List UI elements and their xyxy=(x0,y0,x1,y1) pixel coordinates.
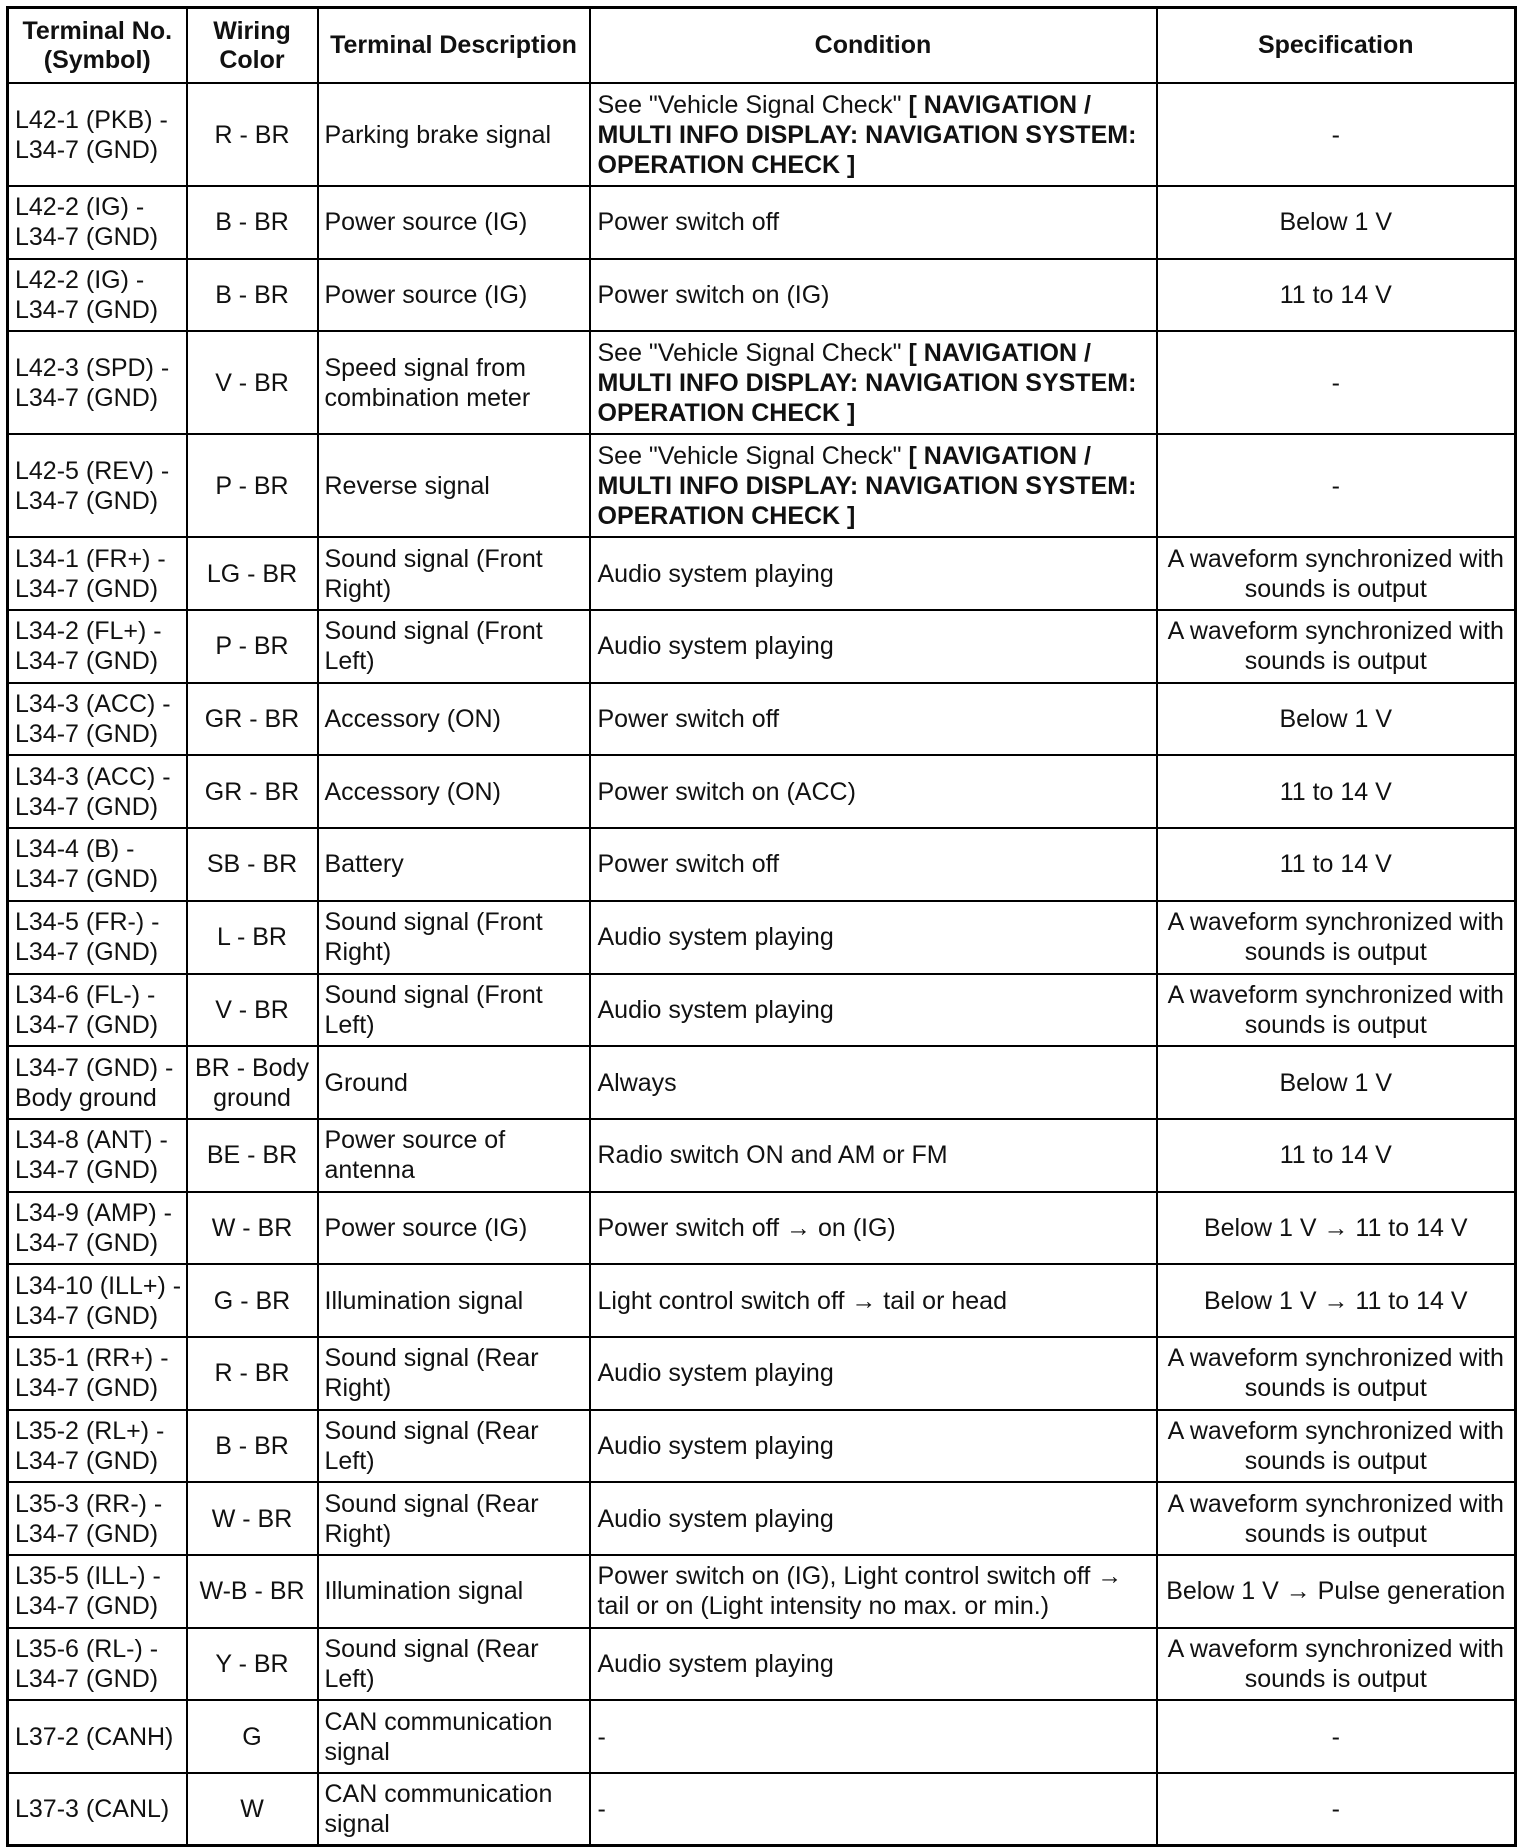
operation-check-link[interactable]: [ NAVIGATION / MULTI INFO DISPLAY: NAVIGATION SYSTEM: OPERATION CHECK ] xyxy=(597,90,1137,179)
terminal-description-cell: Power source (IG) xyxy=(318,186,590,259)
table-row xyxy=(8,1119,1516,1192)
specification-cell: A waveform synchronized with sounds is output xyxy=(1157,1410,1516,1483)
condition-cell: Radio switch ON and AM or FM xyxy=(590,1119,1157,1192)
condition-text: See "Vehicle Signal Check" xyxy=(597,441,902,470)
wiring-color-cell: BR - Body ground xyxy=(187,1046,318,1119)
specification-cell: A waveform synchronized with sounds is output xyxy=(1157,610,1516,683)
terminal-cell: L35-6 (RL-) - L34-7 (GND) xyxy=(8,1628,187,1701)
condition-cell: Light control switch off → tail or head xyxy=(590,1264,1157,1337)
wiring-color-cell: G xyxy=(187,1700,318,1773)
terminal-cell: L34-1 (FR+) - L34-7 (GND) xyxy=(8,537,187,610)
table-row xyxy=(8,974,1516,1047)
wiring-color-cell: P - BR xyxy=(187,434,318,537)
header-condition: Condition xyxy=(590,8,1157,84)
terminal-cell: L34-3 (ACC) - L34-7 (GND) xyxy=(8,683,187,756)
wiring-color-cell: W - BR xyxy=(187,1192,318,1265)
condition-text: See "Vehicle Signal Check" xyxy=(597,338,902,367)
condition-cell: Audio system playing xyxy=(590,610,1157,683)
terminal-description-cell: Parking brake signal xyxy=(318,83,590,186)
table-row xyxy=(8,901,1516,974)
terminal-description-cell: Sound signal (Front Right) xyxy=(318,901,590,974)
condition-cell: Power switch on (IG), Light control switch off → tail or on (Light intensity no max. or min.) xyxy=(590,1555,1157,1628)
condition-cell: Audio system playing xyxy=(590,1628,1157,1701)
terminal-cell: L34-2 (FL+) - L34-7 (GND) xyxy=(8,610,187,683)
specification-cell: Below 1 V xyxy=(1157,186,1516,259)
terminal-description-cell: Sound signal (Front Left) xyxy=(318,610,590,683)
wiring-color-cell: Y - BR xyxy=(187,1628,318,1701)
table-row xyxy=(8,537,1516,610)
condition-cell: Power switch on (ACC) xyxy=(590,755,1157,828)
terminal-cell: L34-10 (ILL+) - L34-7 (GND) xyxy=(8,1264,187,1337)
table-row xyxy=(8,83,1516,186)
table-row xyxy=(8,186,1516,259)
terminal-cell: L34-7 (GND) - Body ground xyxy=(8,1046,187,1119)
specification-cell: A waveform synchronized with sounds is output xyxy=(1157,537,1516,610)
terminal-cell: L35-3 (RR-) - L34-7 (GND) xyxy=(8,1482,187,1555)
table-row xyxy=(8,683,1516,756)
condition-cell: Power switch off → on (IG) xyxy=(590,1192,1157,1265)
terminal-specification-table xyxy=(6,6,1517,1847)
table-row xyxy=(8,1264,1516,1337)
wiring-color-cell: V - BR xyxy=(187,331,318,434)
condition-cell: - xyxy=(590,1773,1157,1846)
specification-cell: Below 1 V → Pulse generation xyxy=(1157,1555,1516,1628)
table-header-row xyxy=(8,8,1516,84)
terminal-cell: L42-2 (IG) - L34-7 (GND) xyxy=(8,259,187,332)
specification-cell: 11 to 14 V xyxy=(1157,755,1516,828)
specification-cell: A waveform synchronized with sounds is output xyxy=(1157,1337,1516,1410)
specification-cell: A waveform synchronized with sounds is output xyxy=(1157,1482,1516,1555)
wiring-color-cell: R - BR xyxy=(187,83,318,186)
terminal-description-cell: Power source (IG) xyxy=(318,1192,590,1265)
header-wiring-color: Wiring Color xyxy=(187,8,318,84)
wiring-color-cell: V - BR xyxy=(187,974,318,1047)
header-terminal-description: Terminal Description xyxy=(318,8,590,84)
condition-text: See "Vehicle Signal Check" xyxy=(597,90,902,119)
table-row xyxy=(8,1046,1516,1119)
specification-cell: 11 to 14 V xyxy=(1157,259,1516,332)
wiring-color-cell: GR - BR xyxy=(187,683,318,756)
terminal-description-cell: Accessory (ON) xyxy=(318,755,590,828)
specification-cell: - xyxy=(1157,1773,1516,1846)
specification-cell: 11 to 14 V xyxy=(1157,828,1516,901)
terminal-cell: L42-5 (REV) - L34-7 (GND) xyxy=(8,434,187,537)
terminal-description-cell: Ground xyxy=(318,1046,590,1119)
terminal-cell: L42-3 (SPD) - L34-7 (GND) xyxy=(8,331,187,434)
terminal-description-cell: Battery xyxy=(318,828,590,901)
specification-cell: Below 1 V → 11 to 14 V xyxy=(1157,1192,1516,1265)
terminal-description-cell: Accessory (ON) xyxy=(318,683,590,756)
specification-cell: - xyxy=(1157,331,1516,434)
wiring-color-cell: W-B - BR xyxy=(187,1555,318,1628)
specification-cell: - xyxy=(1157,1700,1516,1773)
table-row xyxy=(8,1555,1516,1628)
terminal-description-cell: Power source (IG) xyxy=(318,259,590,332)
terminal-cell: L35-2 (RL+) - L34-7 (GND) xyxy=(8,1410,187,1483)
condition-cell: Power switch off xyxy=(590,186,1157,259)
table-row xyxy=(8,1192,1516,1265)
specification-cell: - xyxy=(1157,83,1516,186)
condition-cell: Power switch off xyxy=(590,828,1157,901)
wiring-color-cell: W xyxy=(187,1773,318,1846)
terminal-cell: L42-2 (IG) - L34-7 (GND) xyxy=(8,186,187,259)
terminal-cell: L34-6 (FL-) - L34-7 (GND) xyxy=(8,974,187,1047)
header-specification: Specification xyxy=(1157,8,1516,84)
condition-cell: Audio system playing xyxy=(590,1482,1157,1555)
terminal-description-cell: Sound signal (Rear Right) xyxy=(318,1337,590,1410)
wiring-color-cell: GR - BR xyxy=(187,755,318,828)
condition-cell: Power switch off xyxy=(590,683,1157,756)
table-row xyxy=(8,434,1516,537)
specification-cell: - xyxy=(1157,434,1516,537)
terminal-description-cell: Sound signal (Front Right) xyxy=(318,537,590,610)
wiring-color-cell: R - BR xyxy=(187,1337,318,1410)
wiring-color-cell: P - BR xyxy=(187,610,318,683)
specification-cell: A waveform synchronized with sounds is output xyxy=(1157,974,1516,1047)
operation-check-link[interactable]: [ NAVIGATION / MULTI INFO DISPLAY: NAVIGATION SYSTEM: OPERATION CHECK ] xyxy=(597,338,1137,427)
terminal-cell: L34-8 (ANT) - L34-7 (GND) xyxy=(8,1119,187,1192)
header-terminal: Terminal No. (Symbol) xyxy=(8,8,187,84)
condition-cell: Audio system playing xyxy=(590,1337,1157,1410)
specification-cell: A waveform synchronized with sounds is output xyxy=(1157,901,1516,974)
table-row xyxy=(8,610,1516,683)
condition-cell: Power switch on (IG) xyxy=(590,259,1157,332)
specification-cell: Below 1 V → 11 to 14 V xyxy=(1157,1264,1516,1337)
wiring-color-cell: BE - BR xyxy=(187,1119,318,1192)
terminal-cell: L34-5 (FR-) - L34-7 (GND) xyxy=(8,901,187,974)
terminal-cell: L37-3 (CANL) xyxy=(8,1773,187,1846)
wiring-color-cell: SB - BR xyxy=(187,828,318,901)
wiring-color-cell: B - BR xyxy=(187,1410,318,1483)
table-row xyxy=(8,331,1516,434)
condition-cell xyxy=(590,331,1157,434)
condition-cell xyxy=(590,434,1157,537)
specification-cell: Below 1 V xyxy=(1157,683,1516,756)
terminal-cell: L34-4 (B) - L34-7 (GND) xyxy=(8,828,187,901)
terminal-cell: L42-1 (PKB) - L34-7 (GND) xyxy=(8,83,187,186)
condition-cell: Audio system playing xyxy=(590,1410,1157,1483)
terminal-description-cell: Sound signal (Rear Right) xyxy=(318,1482,590,1555)
wiring-color-cell: B - BR xyxy=(187,259,318,332)
terminal-description-cell: Sound signal (Rear Left) xyxy=(318,1410,590,1483)
table-row xyxy=(8,1482,1516,1555)
terminal-description-cell: Sound signal (Front Left) xyxy=(318,974,590,1047)
terminal-cell: L35-1 (RR+) - L34-7 (GND) xyxy=(8,1337,187,1410)
terminal-cell: L34-9 (AMP) - L34-7 (GND) xyxy=(8,1192,187,1265)
specification-cell: 11 to 14 V xyxy=(1157,1119,1516,1192)
table-row xyxy=(8,1700,1516,1773)
terminal-cell: L34-3 (ACC) - L34-7 (GND) xyxy=(8,755,187,828)
table-row xyxy=(8,755,1516,828)
table-row xyxy=(8,1773,1516,1846)
terminal-cell: L35-5 (ILL-) - L34-7 (GND) xyxy=(8,1555,187,1628)
terminal-description-cell: Sound signal (Rear Left) xyxy=(318,1628,590,1701)
table-row xyxy=(8,828,1516,901)
specification-cell: A waveform synchronized with sounds is output xyxy=(1157,1628,1516,1701)
table-row xyxy=(8,1628,1516,1701)
wiring-color-cell: B - BR xyxy=(187,186,318,259)
table-row xyxy=(8,1410,1516,1483)
operation-check-link[interactable]: [ NAVIGATION / MULTI INFO DISPLAY: NAVIGATION SYSTEM: OPERATION CHECK ] xyxy=(597,441,1137,530)
terminal-description-cell: Power source of antenna xyxy=(318,1119,590,1192)
wiring-color-cell: L - BR xyxy=(187,901,318,974)
terminal-description-cell: Illumination signal xyxy=(318,1555,590,1628)
condition-cell: Audio system playing xyxy=(590,974,1157,1047)
condition-cell: Audio system playing xyxy=(590,537,1157,610)
wiring-color-cell: G - BR xyxy=(187,1264,318,1337)
wiring-color-cell: W - BR xyxy=(187,1482,318,1555)
terminal-description-cell: CAN communication signal xyxy=(318,1773,590,1846)
terminal-description-cell: Reverse signal xyxy=(318,434,590,537)
condition-cell xyxy=(590,83,1157,186)
terminal-description-cell: CAN communication signal xyxy=(318,1700,590,1773)
condition-cell: Always xyxy=(590,1046,1157,1119)
terminal-description-cell: Illumination signal xyxy=(318,1264,590,1337)
wiring-color-cell: LG - BR xyxy=(187,537,318,610)
specification-cell: Below 1 V xyxy=(1157,1046,1516,1119)
condition-cell: Audio system playing xyxy=(590,901,1157,974)
table-row xyxy=(8,259,1516,332)
terminal-cell: L37-2 (CANH) xyxy=(8,1700,187,1773)
terminal-description-cell: Speed signal from combination meter xyxy=(318,331,590,434)
condition-cell: - xyxy=(590,1700,1157,1773)
table-row xyxy=(8,1337,1516,1410)
